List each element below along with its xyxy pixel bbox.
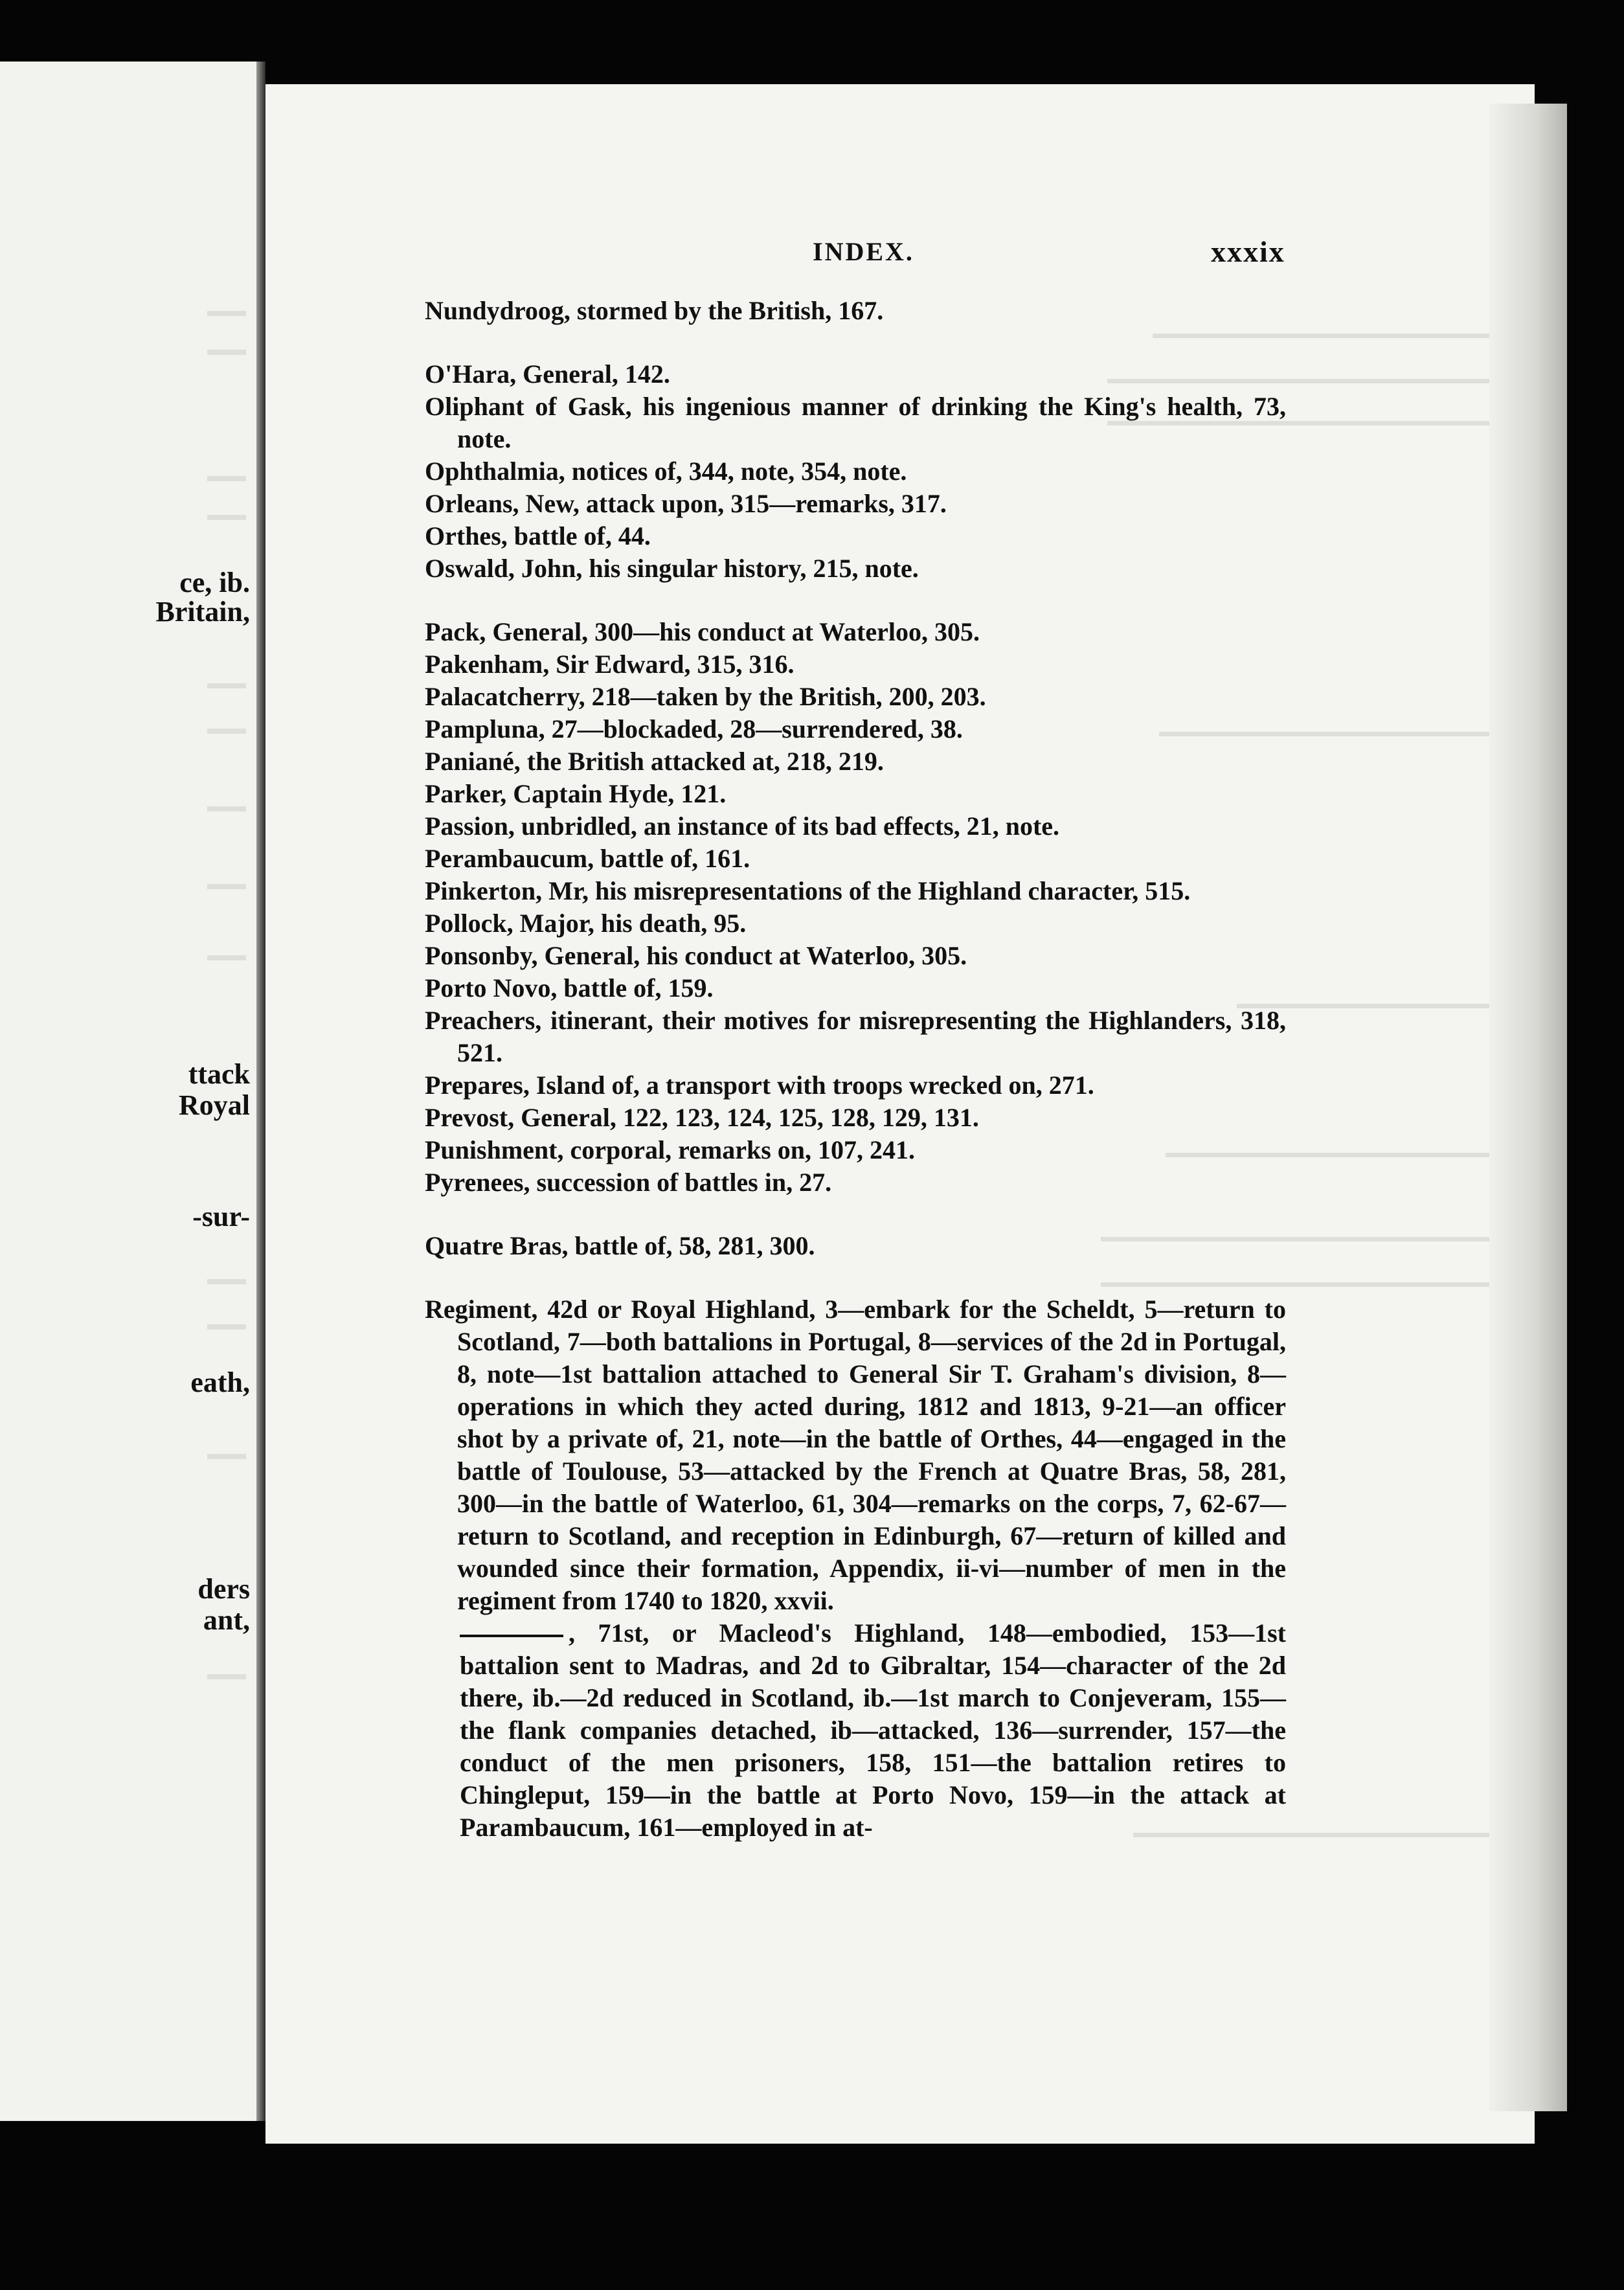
index-entry: Oliphant of Gask, his ingenious manner of drinking the King's health, 73, note.: [425, 392, 1286, 453]
index-entry: Pyrenees, succession of battles in, 27.: [425, 1168, 832, 1197]
bleed-through-line: [207, 729, 246, 734]
index-entry: Orthes, battle of, 44.: [425, 521, 651, 550]
index-entry: Prepares, Island of, a transport with troops wrecked on, 271.: [425, 1071, 1094, 1100]
bleed-through-line: [207, 311, 246, 316]
left-fragment: ce, ib.: [179, 567, 250, 598]
bleed-through-line: [207, 955, 246, 960]
bleed-through-line: [207, 1674, 246, 1679]
index-entries: [425, 295, 1286, 1844]
bleed-through-line: [207, 683, 246, 688]
index-entry: Preachers, itinerant, their motives for misrepresenting the Highlanders, 318, 521.: [425, 1006, 1286, 1067]
index-entry: Passion, unbridled, an instance of its bad effects, 21, note.: [425, 811, 1060, 841]
index-entry: Ophthalmia, notices of, 344, note, 354, note.: [425, 457, 907, 486]
left-fragment: eath,: [190, 1366, 250, 1398]
index-entry: Paniané, the British attacked at, 218, 219.: [425, 747, 884, 776]
left-page: [0, 62, 259, 2121]
index-entry: Oswald, John, his singular history, 215, note.: [425, 554, 919, 583]
gutter-shadow: [256, 62, 265, 2121]
left-fragment: ders: [197, 1573, 250, 1605]
index-entry: Punishment, corporal, remarks on, 107, 241.: [425, 1135, 916, 1164]
index-entry: Prevost, General, 122, 123, 124, 125, 128, 129, 131.: [425, 1103, 979, 1132]
bleed-through-line: [207, 1324, 246, 1330]
entry-gap: [425, 327, 1286, 358]
index-entry: Porto Novo, battle of, 159.: [425, 973, 714, 1003]
index-entry: Nundydroog, stormed by the British, 167.: [425, 296, 884, 325]
index-entry: Palacatcherry, 218—taken by the British, 200, 203.: [425, 682, 986, 711]
index-entry: Parker, Captain Hyde, 121.: [425, 779, 727, 808]
running-head: INDEX.: [813, 237, 914, 266]
index-entry: Pakenham, Sir Edward, 315, 316.: [425, 650, 795, 679]
bleed-through-line: [207, 884, 246, 889]
bleed-through-line: [207, 350, 246, 355]
index-entry: Ponsonby, General, his conduct at Waterloo, 305.: [425, 941, 967, 970]
index-entry: Perambaucum, battle of, 161.: [425, 844, 750, 873]
bleed-through-line: [207, 1454, 246, 1459]
page-edge: [1489, 104, 1567, 2111]
left-fragment: Royal: [179, 1089, 250, 1121]
bleed-through-line: [207, 515, 246, 520]
left-fragment: -sur-: [192, 1201, 250, 1232]
left-fragment: Britain,: [155, 596, 250, 628]
entry-gap: [425, 1199, 1286, 1230]
bleed-through-line: [207, 806, 246, 811]
index-entry: Regiment, 42d or Royal Highland, 3—embark for the Scheldt, 5—return to Scotland, 7—both battalions in Portugal, 8—services of the 2d in Portugal, 8, note—1st battalion attached to General Sir T. Graham's division, 8—operations in which they acted during, 1812 and 1813, 9-21—an officer shot by a private of, 21, note—in the battle of Orthes, 44—engaged in the battle of Toulouse, 53—attacked by the French at Quatre Bras, 58, 281, 300—in the battle of Waterloo, 61, 304—remarks on the corps, 7, 62-67—return to Scotland, and reception in Edinburgh, 67—return of killed and wounded since their formation, Appendix, ii-vi—number of men in the regiment from 1740 to 1820, xxvii.: [425, 1295, 1286, 1615]
index-entry: Quatre Bras, battle of, 58, 281, 300.: [425, 1231, 815, 1260]
entry-gap: [425, 585, 1286, 616]
bleed-through-line: [207, 476, 246, 481]
ditto-dash: [460, 1635, 563, 1637]
subentry-text: , 71st, or Macleod's Highland, 148—embodied, 153—1st battalion sent to Madras, and 2d to Gibraltar, 154—character of the 2d there, ib.—2d reduced in Scotland, ib.—1st march to Conjeveram, 155—the flank companies detached, ib—attacked, 136—surrender, 157—the conduct of the men prisoners, 158, 151—the battalion retires to Chingleput, 159—in the battle at Porto Novo, 159—in the attack at Parambaucum, 161—employed in at-: [460, 1618, 1286, 1842]
index-entry: Pampluna, 27—blockaded, 28—surrendered, 38.: [425, 714, 963, 743]
entry-gap: [425, 1262, 1286, 1293]
left-fragment: ttack: [188, 1058, 250, 1090]
index-entry: Pack, General, 300—his conduct at Waterloo, 305.: [425, 617, 980, 646]
index-subentry: [425, 1617, 1286, 1844]
index-entry: O'Hara, General, 142.: [425, 359, 670, 389]
index-entry: Pinkerton, Mr, his misrepresentations of the Highland character, 515.: [425, 876, 1191, 905]
page-number: xxxix: [1211, 235, 1285, 268]
left-fragment: ant,: [203, 1604, 250, 1636]
index-entry: Pollock, Major, his death, 95.: [425, 909, 747, 938]
bleed-through-line: [207, 1279, 246, 1284]
index-entry: Orleans, New, attack upon, 315—remarks, 317.: [425, 489, 947, 518]
